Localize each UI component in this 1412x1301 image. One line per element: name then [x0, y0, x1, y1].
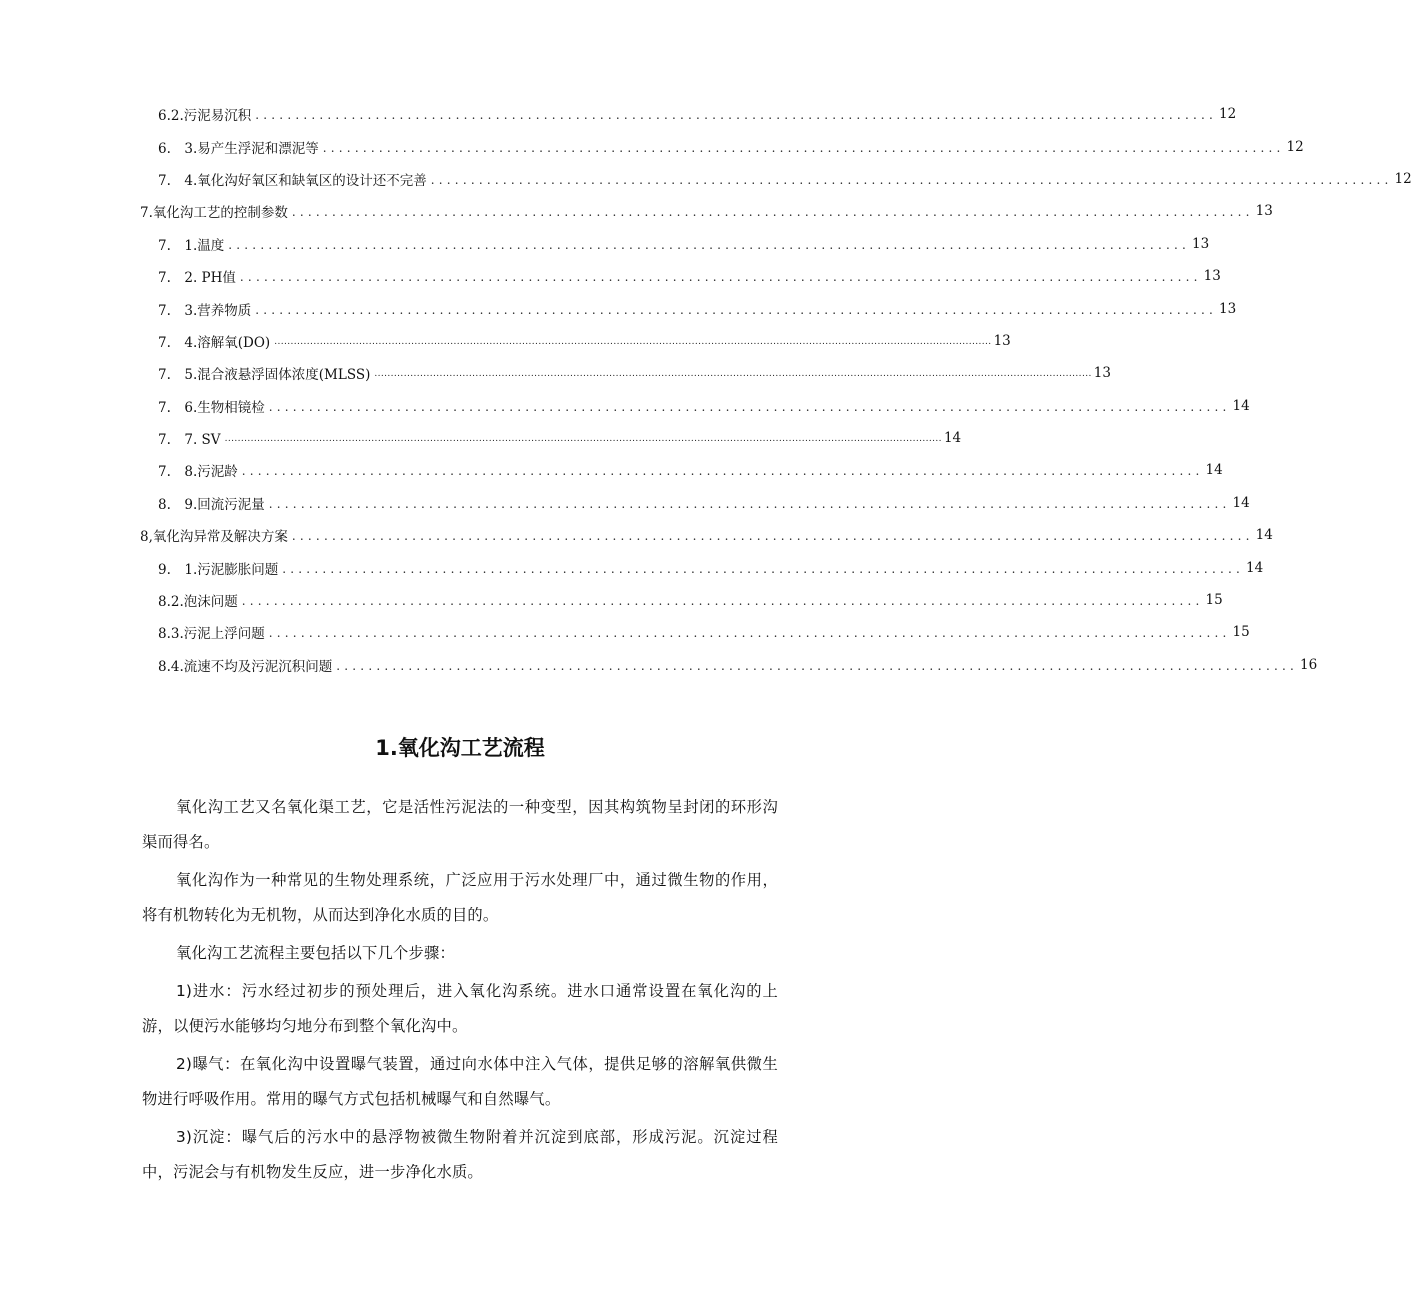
toc-entry-label: 7. 6.生物相镜检 — [158, 396, 269, 416]
toc-entry-label: 7. 7. SV — [158, 428, 225, 448]
table-of-contents — [140, 98, 1412, 681]
toc-entry-page: 13 — [1093, 365, 1111, 382]
toc-entry-label: 7. 3.营养物质 — [158, 299, 255, 319]
toc-entry[interactable] — [140, 292, 1237, 324]
toc-leader-dots: ........................................................................................................................ — [322, 140, 1285, 155]
section-body — [142, 790, 778, 1193]
toc-leader-dots: ............................................................................................................................................................................................................................ — [374, 369, 1092, 380]
toc-entry[interactable] — [140, 487, 1250, 519]
toc-leader-dots: ........................................................................................................................ — [241, 594, 1204, 609]
toc-leader-dots: ........................................................................................................................ — [268, 626, 1231, 641]
toc-entry-page: 15 — [1205, 592, 1223, 609]
toc-entry-label: 8.3.污泥上浮问题 — [158, 622, 269, 642]
toc-entry-label: 7. 1.温度 — [158, 234, 228, 254]
step-number: 1) — [176, 982, 193, 1000]
toc-entry-page: 12 — [1394, 170, 1412, 187]
toc-entry[interactable] — [140, 325, 1011, 357]
toc-entry[interactable] — [140, 551, 1264, 583]
toc-entry[interactable] — [140, 195, 1273, 227]
toc-entry-label: 8.2.泡沫问题 — [158, 590, 242, 610]
toc-entry[interactable] — [140, 390, 1250, 422]
toc-entry[interactable] — [140, 228, 1210, 260]
toc-entry[interactable] — [140, 260, 1221, 292]
paragraph-intro: 氧化沟工艺又名氧化渠工艺，它是活性污泥法的一种变型，因其构筑物呈封闭的环形沟渠而得名。 — [142, 798, 778, 851]
toc-entry-page: 14 — [1205, 462, 1223, 479]
toc-entry-label: 7. 2. PH值 — [158, 266, 240, 286]
toc-entry-page: 13 — [1255, 203, 1273, 220]
toc-entry-page: 16 — [1300, 656, 1318, 673]
toc-entry[interactable] — [140, 649, 1318, 681]
step-number: 3) — [176, 1128, 193, 1146]
toc-entry[interactable] — [140, 98, 1237, 130]
step-paragraph — [142, 1047, 778, 1117]
toc-entry-label: 8.4.流速不均及污泥沉积问题 — [158, 655, 336, 675]
toc-leader-dots: ........................................................................................................................ — [282, 561, 1244, 576]
step-text: 沉淀：曝气后的污水中的悬浮物被微生物附着并沉淀到底部，形成污泥。沉淀过程中，污泥会与有机物发生反应，进一步净化水质。 — [142, 1128, 778, 1181]
toc-entry[interactable] — [140, 519, 1273, 551]
toc-entry-page: 13 — [993, 332, 1011, 349]
toc-entry[interactable] — [140, 584, 1223, 616]
toc-entry-label: 8. 9.回流污泥量 — [158, 493, 269, 513]
toc-entry-label: 7. 4.溶解氧(DO) — [158, 331, 274, 351]
toc-leader-dots: ............................................................................................................................................................................................................................ — [274, 336, 992, 347]
toc-leader-dots: ........................................................................................................................ — [291, 205, 1254, 220]
toc-entry-page: 12 — [1219, 106, 1237, 123]
toc-entry-page: 14 — [1255, 527, 1273, 544]
toc-entry-page: 15 — [1232, 624, 1250, 641]
toc-leader-dots: ........................................................................................................................ — [268, 399, 1231, 414]
toc-leader-dots: ........................................................................................................................ — [241, 464, 1204, 479]
step-paragraph — [142, 974, 778, 1044]
toc-entry-label: 7. 8.污泥龄 — [158, 460, 242, 480]
toc-entry-label: 7.氧化沟工艺的控制参数 — [140, 201, 292, 221]
toc-entry-label: 6.2.污泥易沉积 — [158, 104, 255, 124]
toc-leader-dots: ........................................................................................................................ — [268, 496, 1231, 511]
toc-leader-dots: ........................................................................................................................ — [239, 270, 1202, 285]
toc-entry-page: 13 — [1219, 300, 1237, 317]
toc-entry-label: 7. 4.氧化沟好氧区和缺氧区的设计还不完善 — [158, 169, 431, 189]
step-number: 2) — [176, 1055, 193, 1073]
paragraph-steps-lead: 氧化沟工艺流程主要包括以下几个步骤： — [176, 944, 455, 962]
toc-entry[interactable] — [140, 422, 962, 454]
section-heading: 1.氧化沟工艺流程 — [375, 736, 545, 760]
toc-leader-dots: ........................................................................................................................ — [430, 172, 1393, 187]
toc-entry-page: 14 — [943, 430, 962, 447]
toc-entry[interactable] — [140, 454, 1223, 486]
toc-entry[interactable] — [140, 357, 1111, 389]
step-text: 曝气：在氧化沟中设置曝气装置，通过向水体中注入气体，提供足够的溶解氧供微生物进行呼吸作用。常用的曝气方式包括机械曝气和自然曝气。 — [142, 1055, 778, 1108]
toc-entry-label: 8,氧化沟异常及解决方案 — [140, 525, 292, 545]
toc-entry-label: 7. 5.混合液悬浮固体浓度(MLSS) — [158, 363, 374, 383]
toc-entry[interactable] — [140, 616, 1250, 648]
paragraph-overview: 氧化沟作为一种常见的生物处理系统，广泛应用于污水处理厂中，通过微生物的作用，将有机物转化为无机物，从而达到净化水质的目的。 — [142, 871, 778, 924]
toc-leader-dots: ........................................................................................................................ — [228, 237, 1190, 252]
toc-entry-page: 12 — [1286, 138, 1304, 155]
toc-leader-dots: ........................................................................................................................ — [255, 302, 1217, 317]
step-paragraph — [142, 1120, 778, 1190]
toc-leader-dots: ........................................................................................................................ — [336, 658, 1298, 673]
toc-leader-dots: ............................................................................................................................................................................................................................ — [224, 434, 942, 445]
toc-entry-page: 14 — [1246, 559, 1264, 576]
toc-entry-page: 14 — [1232, 397, 1250, 414]
step-text: 进水：污水经过初步的预处理后，进入氧化沟系统。进水口通常设置在氧化沟的上游，以便污水能够均匀地分布到整个氧化沟中。 — [142, 982, 778, 1035]
toc-entry-page: 14 — [1232, 494, 1250, 511]
toc-entry-page: 13 — [1203, 268, 1221, 285]
toc-entry[interactable] — [140, 163, 1412, 195]
toc-entry-label: 9. 1.污泥膨胀问题 — [158, 558, 282, 578]
toc-entry-page: 13 — [1192, 235, 1210, 252]
toc-entry-label: 6. 3.易产生浮泥和漂泥等 — [158, 137, 323, 157]
toc-entry[interactable] — [140, 130, 1304, 162]
toc-leader-dots: ........................................................................................................................ — [291, 529, 1254, 544]
toc-leader-dots: ........................................................................................................................ — [255, 108, 1217, 123]
